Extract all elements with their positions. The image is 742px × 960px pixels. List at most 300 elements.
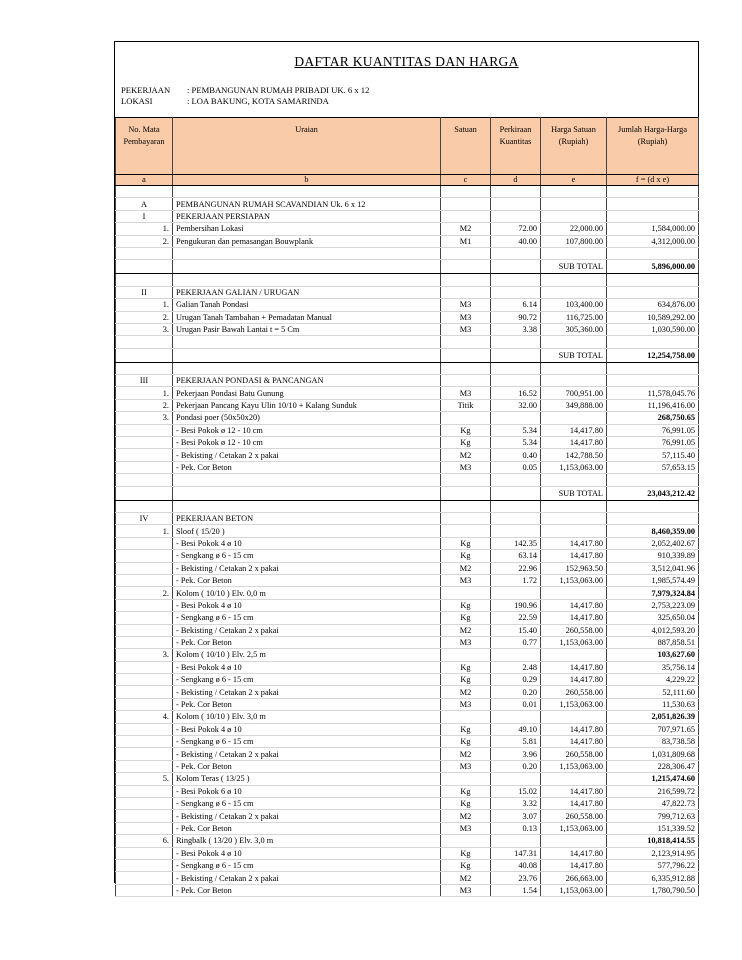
cell-kuantitas [491, 474, 541, 486]
cell-kuantitas: 49.10 [491, 723, 541, 735]
cell-kuantitas [491, 587, 541, 599]
table-row [116, 773, 699, 785]
table-header-row [116, 118, 699, 175]
cell-uraian: - Bekisting / Cetakan 2 x pakai [173, 748, 441, 760]
cell-uraian: PEKERJAAN PERSIAPAN [173, 210, 441, 222]
cell-uraian: - Bekisting / Cetakan 2 x pakai [173, 686, 441, 698]
cell-uraian: - Besi Pokok 4 ø 10 [173, 723, 441, 735]
cell-kuantitas: 23.76 [491, 872, 541, 884]
cell-jumlah: 5,896,000.00 [607, 260, 699, 274]
cell-satuan: Kg [441, 599, 491, 611]
cell-jumlah: 2,052,402.67 [607, 537, 699, 549]
cell-no [116, 822, 173, 834]
cell-jumlah: 216,599.72 [607, 785, 699, 797]
section-row [116, 286, 699, 298]
cell-harga-satuan [541, 773, 607, 785]
table-row [116, 612, 699, 624]
cell-satuan: M3 [441, 574, 491, 586]
cell-uraian: Kolom ( 10/10 ) Elv. 0,0 m [173, 587, 441, 599]
subtotal-row [116, 348, 699, 362]
cell-harga-satuan: 107,800.00 [541, 235, 607, 247]
cell-satuan [441, 835, 491, 847]
cell-satuan: Kg [441, 550, 491, 562]
cell-satuan [441, 525, 491, 537]
header-no: No. Mata Pembayaran [116, 118, 173, 175]
table-row [116, 399, 699, 411]
cell-no [116, 562, 173, 574]
cell-no [116, 723, 173, 735]
cell-jumlah: 2,123,914.95 [607, 847, 699, 859]
cell-uraian [173, 500, 441, 512]
cell-harga-satuan: 260,558.00 [541, 748, 607, 760]
cell-harga-satuan: 116,725.00 [541, 311, 607, 323]
cell-satuan: M3 [441, 884, 491, 896]
cell-uraian: - Bekisting / Cetakan 2 x pakai [173, 872, 441, 884]
cell-no: III [116, 375, 173, 387]
cell-no [116, 500, 173, 512]
cell-uraian: - Bekisting / Cetakan 2 x pakai [173, 810, 441, 822]
cell-jumlah: 10,818,414.55 [607, 835, 699, 847]
cell-kuantitas [491, 512, 541, 524]
cell-harga-satuan [541, 274, 607, 286]
table-row [116, 797, 699, 809]
table-row [116, 323, 699, 335]
cell-satuan: Kg [441, 537, 491, 549]
cell-jumlah: 1,215,474.60 [607, 773, 699, 785]
cell-uraian: - Besi Pokok ø 12 - 10 cm [173, 437, 441, 449]
document-title-text: DAFTAR KUANTITAS DAN HARGA [294, 54, 519, 69]
table-row [116, 562, 699, 574]
cell-satuan [441, 286, 491, 298]
cell-satuan [441, 512, 491, 524]
cell-jumlah: 35,756.14 [607, 661, 699, 673]
col-letter: c [441, 175, 491, 186]
cell-no: II [116, 286, 173, 298]
cell-satuan: M2 [441, 686, 491, 698]
cell-kuantitas: 90.72 [491, 311, 541, 323]
cell-harga-satuan: 14,417.80 [541, 859, 607, 871]
cell-no [116, 847, 173, 859]
cell-no [116, 748, 173, 760]
cell-uraian: PEKERJAAN PONDASI & PANCANGAN [173, 375, 441, 387]
cell-harga-satuan: 14,417.80 [541, 424, 607, 436]
cell-harga-satuan: 14,417.80 [541, 797, 607, 809]
cell-jumlah [607, 362, 699, 374]
cell-kuantitas: 190.96 [491, 599, 541, 611]
cell-no [116, 336, 173, 348]
cell-kuantitas [491, 274, 541, 286]
cell-jumlah: 2,753,223.09 [607, 599, 699, 611]
cell-kuantitas: 0.20 [491, 760, 541, 772]
cell-satuan [441, 186, 491, 198]
cell-jumlah: 634,876.00 [607, 299, 699, 311]
cell-harga-satuan: SUB TOTAL [541, 348, 607, 362]
cell-kuantitas [491, 348, 541, 362]
cell-no [116, 550, 173, 562]
cell-no: 1. [116, 387, 173, 399]
table-row [116, 661, 699, 673]
cell-jumlah [607, 210, 699, 222]
table-row [116, 461, 699, 473]
cell-harga-satuan [541, 711, 607, 723]
cell-no [116, 884, 173, 896]
cell-harga-satuan [541, 649, 607, 661]
cell-harga-satuan [541, 186, 607, 198]
cell-uraian: Pekerjaan Pondasi Batu Gunung [173, 387, 441, 399]
cell-jumlah: 76,991.05 [607, 424, 699, 436]
cell-harga-satuan: 14,417.80 [541, 661, 607, 673]
cell-satuan: Kg [441, 723, 491, 735]
cell-uraian: Galian Tanah Pondasi [173, 299, 441, 311]
cell-harga-satuan: 103,400.00 [541, 299, 607, 311]
cell-kuantitas: 3.32 [491, 797, 541, 809]
cell-kuantitas: 40.00 [491, 235, 541, 247]
cell-kuantitas: 1.54 [491, 884, 541, 896]
cell-harga-satuan [541, 336, 607, 348]
cell-uraian: - Sengkang ø 6 - 15 cm [173, 612, 441, 624]
cell-satuan [441, 336, 491, 348]
meta-value: : PEMBANGUNAN RUMAH PRIBADI UK. 6 x 12 [187, 85, 370, 95]
cell-uraian: Pondasi poer (50x50x20) [173, 412, 441, 424]
cell-uraian: - Pek. Cor Beton [173, 574, 441, 586]
cell-satuan: M3 [441, 698, 491, 710]
cell-no [116, 461, 173, 473]
cell-jumlah: 76,991.05 [607, 437, 699, 449]
cell-no: I [116, 210, 173, 222]
cell-no [116, 612, 173, 624]
cell-no: 3. [116, 649, 173, 661]
cell-no [116, 661, 173, 673]
cell-harga-satuan [541, 210, 607, 222]
cell-uraian [173, 474, 441, 486]
cell-satuan: M3 [441, 311, 491, 323]
cell-satuan: M2 [441, 449, 491, 461]
cell-kuantitas [491, 649, 541, 661]
col-letter: a [116, 175, 173, 186]
cell-harga-satuan: 14,417.80 [541, 785, 607, 797]
cell-jumlah: 268,750.65 [607, 412, 699, 424]
table-row [116, 698, 699, 710]
cell-satuan [441, 649, 491, 661]
cell-jumlah [607, 198, 699, 210]
cell-kuantitas: 0.05 [491, 461, 541, 473]
cell-no: 2. [116, 587, 173, 599]
cell-harga-satuan: 14,417.80 [541, 599, 607, 611]
cell-kuantitas: 15.40 [491, 624, 541, 636]
cell-satuan: Kg [441, 674, 491, 686]
table-row [116, 587, 699, 599]
table-row [116, 574, 699, 586]
cell-uraian: PEMBANGUNAN RUMAH SCAVANDIAN Uk. 6 x 12 [173, 198, 441, 210]
cell-no [116, 760, 173, 772]
document-title [115, 54, 698, 70]
cell-satuan: Titik [441, 399, 491, 411]
cell-jumlah: 887,858.51 [607, 636, 699, 648]
cell-uraian [173, 336, 441, 348]
table-row [116, 599, 699, 611]
cell-harga-satuan: 14,417.80 [541, 612, 607, 624]
cell-jumlah: 12,254,758.00 [607, 348, 699, 362]
section-row [116, 375, 699, 387]
table-row [116, 636, 699, 648]
table-row [116, 674, 699, 686]
cell-jumlah: 57,115.40 [607, 449, 699, 461]
cell-harga-satuan: SUB TOTAL [541, 260, 607, 274]
cell-kuantitas: 0.13 [491, 822, 541, 834]
cell-harga-satuan: 14,417.80 [541, 437, 607, 449]
cell-harga-satuan [541, 375, 607, 387]
cell-harga-satuan [541, 512, 607, 524]
col-letter: f = (d x e) [607, 175, 699, 186]
table-row [116, 412, 699, 424]
cell-uraian [173, 247, 441, 259]
cell-jumlah: 83,738.58 [607, 736, 699, 748]
table-row [116, 387, 699, 399]
blank-row [116, 362, 699, 374]
cell-satuan [441, 348, 491, 362]
cell-harga-satuan: 14,417.80 [541, 847, 607, 859]
cell-jumlah: 1,780,790.50 [607, 884, 699, 896]
cell-uraian [173, 274, 441, 286]
cell-uraian: - Besi Pokok 4 ø 10 [173, 847, 441, 859]
cell-no [116, 474, 173, 486]
header-jumlah: Jumlah Harga-Harga (Rupiah) [607, 118, 699, 175]
cell-harga-satuan: 266,663.00 [541, 872, 607, 884]
cell-satuan: M2 [441, 810, 491, 822]
cell-jumlah: 1,584,000.00 [607, 223, 699, 235]
cell-kuantitas: 0.29 [491, 674, 541, 686]
cell-satuan [441, 260, 491, 274]
cell-harga-satuan: 142,788.50 [541, 449, 607, 461]
cell-uraian: Urugan Pasir Bawah Lantai t = 5 Cm [173, 323, 441, 335]
cell-no: 1. [116, 525, 173, 537]
table-row [116, 847, 699, 859]
table-row [116, 785, 699, 797]
cell-kuantitas: 22.59 [491, 612, 541, 624]
cell-uraian: Pembersihan Lokasi [173, 223, 441, 235]
cell-kuantitas: 2.48 [491, 661, 541, 673]
cell-no: 2. [116, 399, 173, 411]
cell-kuantitas: 0.01 [491, 698, 541, 710]
cell-no: 3. [116, 323, 173, 335]
cell-no [116, 362, 173, 374]
cell-uraian: Kolom ( 10/10 ) Elv. 3,0 m [173, 711, 441, 723]
cell-kuantitas [491, 835, 541, 847]
subtotal-row [116, 260, 699, 274]
cell-jumlah: 4,012,593.20 [607, 624, 699, 636]
cell-harga-satuan [541, 286, 607, 298]
cell-kuantitas [491, 362, 541, 374]
cell-satuan: Kg [441, 612, 491, 624]
cell-jumlah: 4,312,000.00 [607, 235, 699, 247]
blank-row [116, 336, 699, 348]
cell-satuan: M2 [441, 223, 491, 235]
subtotal-row [116, 486, 699, 500]
cell-satuan: M3 [441, 760, 491, 772]
cell-jumlah: 11,530.63 [607, 698, 699, 710]
cell-kuantitas [491, 247, 541, 259]
cell-satuan: M1 [441, 235, 491, 247]
cell-satuan: Kg [441, 797, 491, 809]
cell-kuantitas: 1.72 [491, 574, 541, 586]
cell-no [116, 449, 173, 461]
cell-harga-satuan: 14,417.80 [541, 736, 607, 748]
cell-jumlah [607, 474, 699, 486]
cell-harga-satuan: 700,951.00 [541, 387, 607, 399]
cell-no [116, 674, 173, 686]
cell-uraian [173, 486, 441, 500]
cell-kuantitas: 63.14 [491, 550, 541, 562]
cell-uraian: - Pek. Cor Beton [173, 760, 441, 772]
cell-kuantitas: 3.38 [491, 323, 541, 335]
cell-satuan: Kg [441, 859, 491, 871]
cell-uraian: Kolom ( 10/10 ) Elv. 2,5 m [173, 649, 441, 661]
meta-label: PEKERJAAN [121, 85, 171, 95]
cell-harga-satuan: 152,963.50 [541, 562, 607, 574]
cell-kuantitas [491, 525, 541, 537]
cell-harga-satuan: SUB TOTAL [541, 486, 607, 500]
cell-harga-satuan: 305,360.00 [541, 323, 607, 335]
cell-jumlah: 1,985,574.49 [607, 574, 699, 586]
cell-no: 4. [116, 711, 173, 723]
cell-uraian: - Pek. Cor Beton [173, 822, 441, 834]
cell-no [116, 698, 173, 710]
cell-uraian: PEKERJAAN BETON [173, 512, 441, 524]
cell-jumlah: 799,712.63 [607, 810, 699, 822]
cell-jumlah: 2,051,826.39 [607, 711, 699, 723]
cell-kuantitas [491, 210, 541, 222]
cell-satuan [441, 711, 491, 723]
cell-uraian: PEKERJAAN GALIAN / URUGAN [173, 286, 441, 298]
cell-harga-satuan [541, 474, 607, 486]
cell-harga-satuan: 1,153,063.00 [541, 574, 607, 586]
cell-uraian: Kolom Teras ( 13/25 ) [173, 773, 441, 785]
cell-satuan: M3 [441, 299, 491, 311]
table-row [116, 649, 699, 661]
cell-kuantitas [491, 773, 541, 785]
cell-no: 2. [116, 235, 173, 247]
cell-no [116, 797, 173, 809]
cell-uraian: Pengukuran dan pemasangan Bouwplank [173, 235, 441, 247]
cell-uraian: - Bekisting / Cetakan 2 x pakai [173, 562, 441, 574]
cell-harga-satuan [541, 362, 607, 374]
meta-value: : LOA BAKUNG, KOTA SAMARINDA [187, 96, 329, 106]
cell-uraian: - Bekisting / Cetakan 2 x pakai [173, 449, 441, 461]
cell-uraian: - Sengkang ø 6 - 15 cm [173, 550, 441, 562]
cell-harga-satuan: 14,417.80 [541, 674, 607, 686]
cell-jumlah [607, 186, 699, 198]
table-row [116, 299, 699, 311]
table-row [116, 723, 699, 735]
cell-uraian: - Besi Pokok 4 ø 10 [173, 537, 441, 549]
col-letter: b [173, 175, 441, 186]
cell-jumlah [607, 512, 699, 524]
cell-no: IV [116, 512, 173, 524]
cell-uraian: - Besi Pokok ø 12 - 10 cm [173, 424, 441, 436]
cell-kuantitas [491, 500, 541, 512]
cell-kuantitas: 22.96 [491, 562, 541, 574]
cell-no [116, 859, 173, 871]
blank-row [116, 274, 699, 286]
cell-satuan [441, 362, 491, 374]
cell-uraian: - Besi Pokok 4 ø 10 [173, 599, 441, 611]
cell-satuan [441, 247, 491, 259]
cell-satuan: M2 [441, 562, 491, 574]
cell-no [116, 437, 173, 449]
cell-jumlah: 47,822.73 [607, 797, 699, 809]
cell-satuan: M3 [441, 461, 491, 473]
cell-harga-satuan [541, 587, 607, 599]
cell-jumlah: 1,030,590.00 [607, 323, 699, 335]
cell-harga-satuan: 260,558.00 [541, 810, 607, 822]
cell-uraian: - Besi Pokok 4 ø 10 [173, 661, 441, 673]
cell-harga-satuan [541, 412, 607, 424]
cell-satuan [441, 773, 491, 785]
cell-no: A [116, 198, 173, 210]
cell-satuan [441, 474, 491, 486]
blank-row [116, 500, 699, 512]
cell-harga-satuan: 349,888.00 [541, 399, 607, 411]
cell-no [116, 785, 173, 797]
table-row [116, 748, 699, 760]
cell-harga-satuan: 22,000.00 [541, 223, 607, 235]
cell-jumlah: 11,196,416.00 [607, 399, 699, 411]
table-row [116, 449, 699, 461]
cell-uraian [173, 260, 441, 274]
section-row [116, 512, 699, 524]
cell-uraian: - Sengkang ø 6 - 15 cm [173, 859, 441, 871]
cell-kuantitas: 5.34 [491, 437, 541, 449]
cell-harga-satuan: 14,417.80 [541, 550, 607, 562]
cell-uraian [173, 362, 441, 374]
cell-jumlah: 325,650.04 [607, 612, 699, 624]
cell-satuan [441, 412, 491, 424]
cell-kuantitas [491, 375, 541, 387]
table-row [116, 760, 699, 772]
cell-harga-satuan [541, 525, 607, 537]
cell-no: 1. [116, 223, 173, 235]
col-letter: d [491, 175, 541, 186]
table-row [116, 424, 699, 436]
table-row [116, 311, 699, 323]
header-satuan: Satuan [441, 118, 491, 175]
cell-kuantitas: 72.00 [491, 223, 541, 235]
cell-harga-satuan: 260,558.00 [541, 624, 607, 636]
cell-jumlah [607, 274, 699, 286]
cell-no: 1. [116, 299, 173, 311]
cell-kuantitas [491, 412, 541, 424]
cell-jumlah [607, 336, 699, 348]
cell-no [116, 574, 173, 586]
cell-kuantitas: 0.77 [491, 636, 541, 648]
cell-satuan: M3 [441, 822, 491, 834]
cell-harga-satuan [541, 198, 607, 210]
cell-jumlah: 1,031,809.68 [607, 748, 699, 760]
cell-uraian: Urugan Tanah Tambahan + Pemadatan Manual [173, 311, 441, 323]
cell-no: 6. [116, 835, 173, 847]
blank-row [116, 247, 699, 259]
cell-harga-satuan [541, 835, 607, 847]
header-kuantitas: Perkiraan Kuantitas [491, 118, 541, 175]
cell-uraian: - Sengkang ø 6 - 15 cm [173, 797, 441, 809]
cell-uraian: - Pek. Cor Beton [173, 461, 441, 473]
cell-harga-satuan [541, 500, 607, 512]
cell-harga-satuan [541, 247, 607, 259]
cell-harga-satuan: 1,153,063.00 [541, 822, 607, 834]
cell-harga-satuan: 260,558.00 [541, 686, 607, 698]
table-row [116, 537, 699, 549]
header-harga-satuan: Harga Satuan (Rupiah) [541, 118, 607, 175]
